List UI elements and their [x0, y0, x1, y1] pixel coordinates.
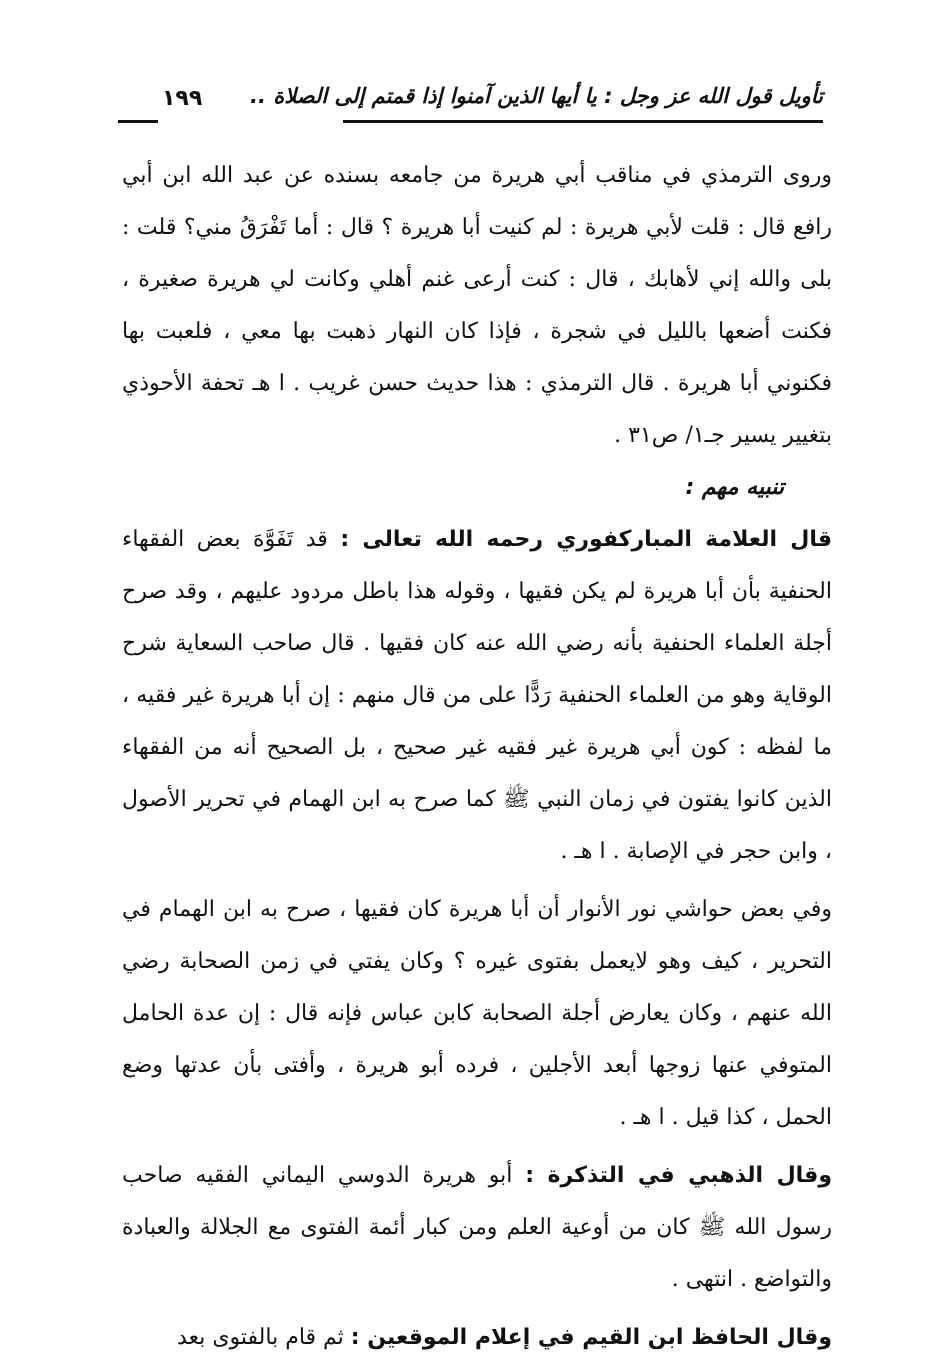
section-heading: تنبيه مهم : [685, 475, 784, 500]
paragraph-body-dhahabi: أبو هريرة الدوسي اليماني الفقيه صاحب رسول الله ﷺ كان من أوعية العلم ومن كبار أئمة الفتوى مع الجلالة والعبادة والتواضع . انتهى . [122, 1163, 832, 1292]
paragraph-lead-dhahabi: وقال الذهبي في التذكرة : [525, 1163, 832, 1188]
paragraph-lead-ibn-qayyim: وقال الحافظ ابن القيم في إعلام الموقعين : [350, 1325, 832, 1350]
running-title: تأويل قول الله عز وجل : يا أيها الذين آمنوا إذا قمتم إلى الصلاة .. [250, 84, 823, 108]
paragraph-ibn-qayyim [122, 1312, 832, 1364]
paragraph-lead-mubarakfuri: قال العلامة المباركفوري رحمه الله تعالى : [340, 527, 832, 552]
header-rule-short [118, 120, 158, 123]
paragraph-tirmidhi: وروى الترمذي في مناقب أبي هريرة من جامعه بسنده عن عبد الله ابن أبي رافع قال : قلت لأبي هريرة : لم كنيت أبا هريرة ؟ قال : أما تَفْرَقُ مني؟ قلت : بلى والله إني لأهابك ، قال : كنت أرعى غنم أهلي وكانت لي هريرة صغيرة ، فكنت أضعها بالليل في شجرة ، فإذا كان النهار ذهبت بها معي ، فلعبت بها فكنوني أبا هريرة . قال الترمذي : هذا حديث حسن غريب . ا هـ تحفة الأحوذي بتغيير يسير جـ١/ ص٣١ . [122, 163, 832, 448]
paragraph-body-ibn-qayyim: ثم قام بالفتوى بعد [177, 1325, 351, 1350]
header-rule [343, 120, 823, 123]
body-text [122, 150, 832, 1364]
paragraph-body-mubarakfuri: قد تَفَوَّهَ بعض الفقهاء الحنفية بأن أبا هريرة لم يكن فقيها ، وقوله هذا باطل مردود عليهم ، وقد صرح أجلة العلماء الحنفية بأنه رضي الله عنه كان فقيها . قال صاحب السعاية شرح الوقاية وهو من العلماء الحنفية رَدًّا على من قال منهم : إن أبا هريرة غير فقيه ، ما لفظه : كون أبي هريرة غير فقيه غير صحيح ، بل الصحيح أنه من الفقهاء الذين كانوا يفتون في زمان النبي ﷺ كما صرح به ابن الهمام في تحرير الأصول ، وابن حجر في الإصابة . ا هـ . [122, 527, 832, 864]
page-number: ١٩٩ [162, 86, 203, 111]
paragraph-dhahabi [122, 1150, 832, 1306]
running-header [118, 80, 823, 128]
paragraph-mubarakfuri [122, 514, 832, 878]
paragraph-nur-al-anwar: وفي بعض حواشي نور الأنوار أن أبا هريرة كان فقيها ، صرح به ابن الهمام في التحرير ، كيف وهو لايعمل بفتوى غيره ؟ وكان يفتي في زمن الصحابة رضي الله عنهم ، وكان يعارض أجلة الصحابة كابن عباس فإنه قال : إن عدة الحامل المتوفي عنها زوجها أبعد الأجلين ، فرده أبو هريرة ، وأفتى بأن عدتها وضع الحمل ، كذا قيل . ا هـ . [122, 897, 833, 1130]
